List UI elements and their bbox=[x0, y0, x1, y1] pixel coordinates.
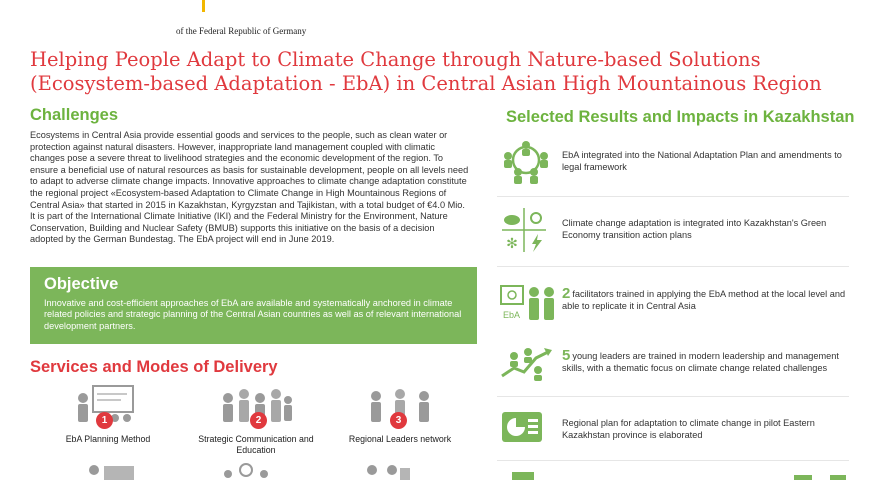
service-icon-partial-4 bbox=[80, 462, 140, 480]
result-icon-partial-right bbox=[790, 472, 860, 480]
svg-text:✻: ✻ bbox=[506, 236, 518, 252]
result-text-body: facilitators trained in applying the EbA method at the local level and able to replicate it in Central Asia bbox=[562, 289, 846, 311]
result-text: Regional plan for adaptation to climate change in pilot Eastern Kazakhstan province is elaborated bbox=[562, 418, 815, 440]
service-label: EbA Planning Method bbox=[65, 434, 151, 444]
result-text bbox=[562, 347, 862, 374]
rising-leaders-icon bbox=[500, 346, 552, 382]
results-divider bbox=[497, 396, 849, 397]
service-item-3 bbox=[340, 384, 460, 445]
ministry-line: of the Federal Republic of Germany bbox=[176, 26, 307, 36]
people-network-icon bbox=[500, 138, 552, 184]
result-item-5 bbox=[500, 410, 860, 454]
objective-heading: Objective bbox=[44, 275, 119, 293]
page-title: Helping People Adapt to Climate Change through Nature-based Solutions (Ecosystem-based Adaptation - EbA) in Central Asian High Mountainous Region bbox=[30, 48, 822, 95]
result-text: Climate change adaptation is integrated into Kazakhstan's Green Economy transition action plans bbox=[562, 218, 827, 240]
result-count: 2 bbox=[562, 285, 571, 302]
objective-box bbox=[30, 267, 477, 344]
facilitators-training-icon bbox=[500, 284, 558, 324]
result-item-4 bbox=[500, 346, 860, 386]
result-text-body: young leaders are trained in modern leadership and management skills, with a thematic focus on climate change related challenges bbox=[562, 351, 839, 373]
objective-text: Innovative and cost-efficient approaches of EbA are available and systematically anchored in climate related policies and strategic planning of the Central Asian countries as well as of relevant international development partners. bbox=[44, 298, 462, 331]
service-number-badge: 1 bbox=[96, 412, 113, 429]
result-item-1 bbox=[500, 138, 860, 188]
challenges-heading: Challenges bbox=[30, 106, 119, 124]
service-label: Strategic Communication and Education bbox=[198, 434, 314, 455]
logo-accent-bar bbox=[202, 0, 205, 12]
result-text: EbA integrated into the National Adaptation Plan and amendments to legal framework bbox=[562, 150, 842, 172]
weather-quadrants-icon bbox=[500, 206, 548, 254]
result-count: 5 bbox=[562, 347, 571, 364]
service-item-1 bbox=[48, 384, 168, 445]
result-item-3 bbox=[500, 284, 860, 334]
results-divider bbox=[497, 196, 849, 197]
service-label: Regional Leaders network bbox=[348, 434, 452, 444]
service-item-2 bbox=[198, 384, 314, 456]
service-number-badge: 2 bbox=[250, 412, 267, 429]
result-icon-partial bbox=[510, 470, 540, 480]
services-heading: Services and Modes of Delivery bbox=[30, 358, 278, 376]
service-icon-partial-6 bbox=[356, 462, 416, 480]
result-text bbox=[562, 285, 862, 312]
challenges-text: Ecosystems in Central Asia provide essential goods and services to the people, such as clean water or protection against natural disasters. However, inappropriate land management coupled with climatic changes pose a severe threat to livelihood strategies and the economic development of the region. To ensure a beneficial use of natural resources as basis for sustainable development, people on all levels need to adapt to adverse climate change impacts. Innovative approaches to climate change adaptation constitute the regional project «Ecosystem-based Adaptation to Climate Change in High Mountainous Regions of Central Asia» that started in 2015 in Kazakhstan, Kyrgyzstan and Tajikistan, with a total budget of €4.0 Mio. It is part of the International Climate Initiative (IKI) and the Federal Ministry for the Environment, Nature Conservation, Building and Nuclear Safety (BMUB) supports this initiative on the basis of a decision adopted by the German Bundestag. The EbA project will end in June 2019. bbox=[30, 130, 469, 245]
regional-plan-chart-icon bbox=[500, 410, 544, 444]
service-number-badge: 3 bbox=[390, 412, 407, 429]
results-divider bbox=[497, 266, 849, 267]
result-item-2 bbox=[500, 206, 860, 256]
results-divider bbox=[497, 460, 849, 461]
service-icon-partial-5 bbox=[216, 462, 276, 480]
results-heading: Selected Results and Impacts in Kazakhstan bbox=[506, 108, 855, 126]
eba-icon-label: EbA bbox=[503, 310, 521, 320]
